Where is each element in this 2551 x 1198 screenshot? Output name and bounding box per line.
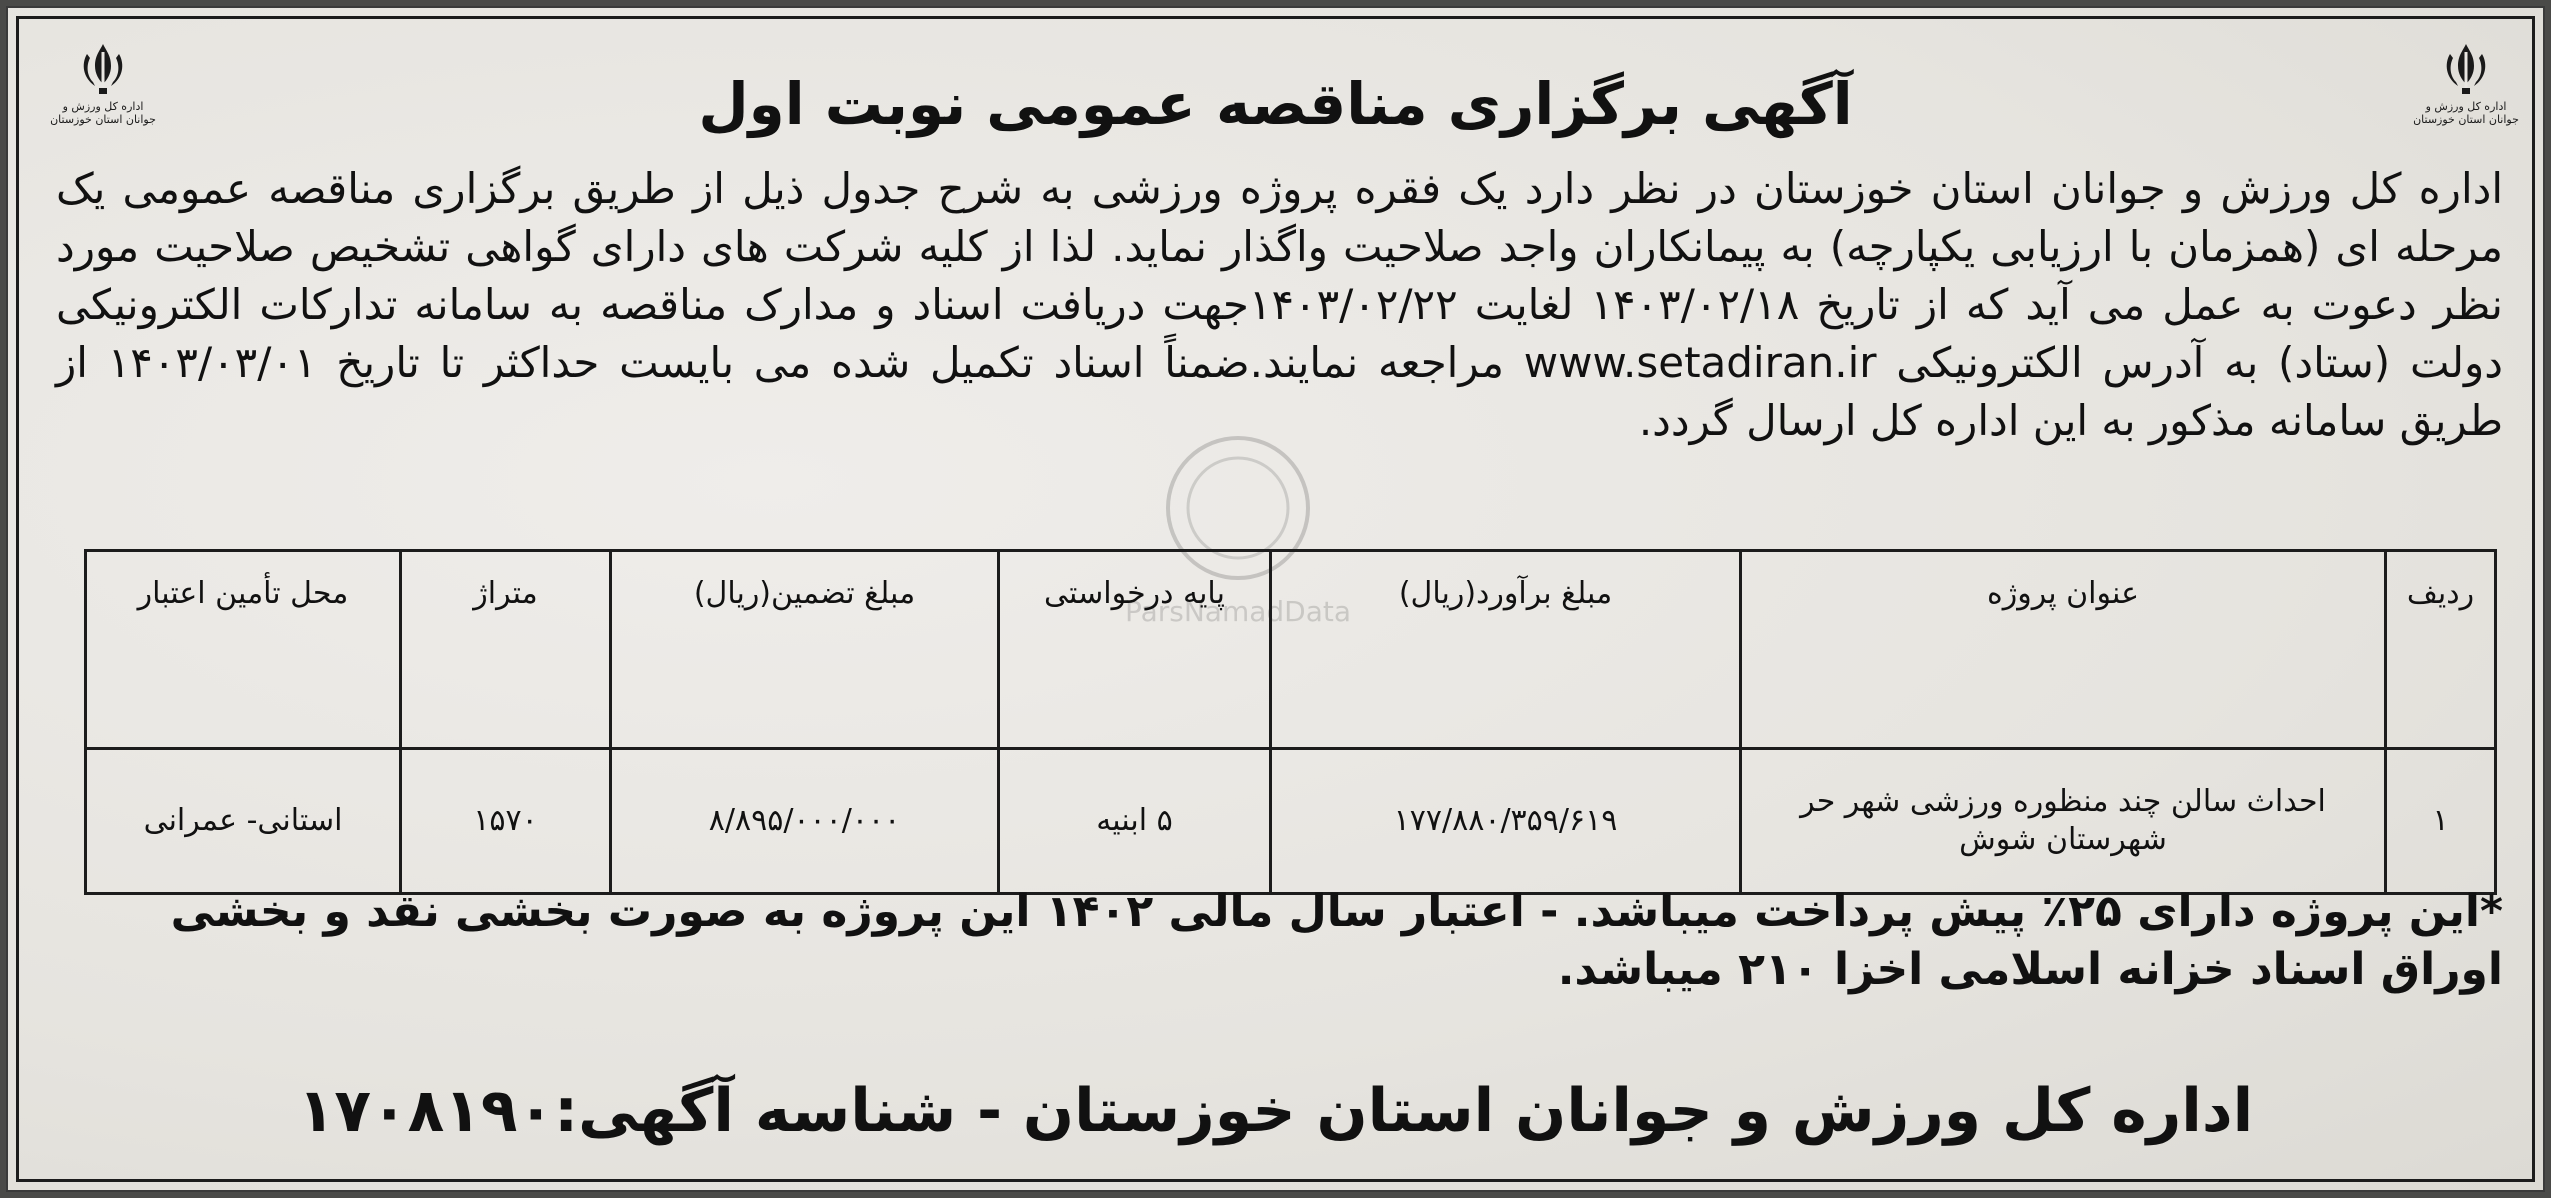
col-header-funding: محل تأمین اعتبار bbox=[86, 551, 401, 749]
col-header-estimate: مبلغ برآورد(ریال) bbox=[1271, 551, 1741, 749]
col-header-project-title: عنوان پروژه bbox=[1741, 551, 2386, 749]
cell-project-title: احداث سالن چند منظوره ورزشی شهر حر شهرستان شوش bbox=[1741, 749, 2386, 894]
cell-area: ۱۵۷۰ bbox=[401, 749, 611, 894]
cell-grade: ۵ ابنیه bbox=[999, 749, 1271, 894]
cell-funding: استانی- عمرانی bbox=[86, 749, 401, 894]
table-row bbox=[86, 749, 2496, 894]
tender-table bbox=[84, 549, 2497, 895]
newspaper-clipping bbox=[6, 6, 2545, 1192]
col-header-row-number: ردیف bbox=[2386, 551, 2496, 749]
watermark-text: ParsNamadData bbox=[1124, 595, 1352, 628]
col-header-area: متراژ bbox=[401, 551, 611, 749]
intro-text-part1: اداره کل ورزش و جوانان استان خوزستان در نظر دارد یک فقره پروژه ورزشی به شرح جدول ذیل از طریق برگزاری مناقصه عمومی یک مرحله ای (همزمان با ارزیابی یکپارچه) به پیمانکاران واجد صلاحیت واگذار نماید. لذا از کلیه شرکت های دارای گواهی تشخیص صلاحیت مورد نظر دعوت به عمل می آید که از تاریخ ۱۴۰۳/۰۲/۱۸ لغایت ۱۴۰۳/۰۲/۲۲جهت دریافت اسناد و مدارک مناقصه به سامانه تدارکات الکترونیکی دولت (ستاد) به آدرس الکترونیکی bbox=[56, 164, 2503, 387]
emblem-caption: اداره کل ورزش و جوانان استان خوزستان bbox=[50, 100, 156, 126]
cell-estimate: ۱۷۷/۸۸۰/۳۵۹/۶۱۹ bbox=[1271, 749, 1741, 894]
intro-text-part2: مراجعه نمایند.ضمناً اسناد تکمیل شده می بایست حداکثر تا تاریخ ۱۴۰۳/۰۳/۰۱ از طریق سامانه مذکور به این اداره کل ارسال گردد. bbox=[56, 338, 2503, 445]
cell-guarantee: ۸/۸۹۵/۰۰۰/۰۰۰ bbox=[611, 749, 999, 894]
website-link: www.setadiran.ir bbox=[1523, 338, 1877, 387]
intro-paragraph bbox=[56, 160, 2503, 450]
cell-row-number: ۱ bbox=[2386, 749, 2496, 894]
col-header-grade: پایه درخواستی bbox=[999, 551, 1271, 749]
emblem-caption: اداره کل ورزش و جوانان استان خوزستان bbox=[2413, 100, 2519, 126]
table-header-row bbox=[86, 551, 2496, 749]
footer-signature: اداره کل ورزش و جوانان استان خوزستان - شناسه آگهی:۱۷۰۸۱۹۰ bbox=[297, 1076, 2254, 1146]
col-header-guarantee: مبلغ تضمین(ریال) bbox=[611, 551, 999, 749]
prepayment-note: *این پروژه دارای ۲۵٪ پیش پرداخت میباشد. - اعتبار سال مالی ۱۴۰۲ این پروژه به صورت بخشی نقد و بخشی اوراق اسناد خزانه اسلامی اخزا ۲۱۰ میباشد. bbox=[170, 886, 2503, 995]
page-title: آگهی برگزاری مناقصه عمومی نوبت اول bbox=[698, 70, 1853, 138]
